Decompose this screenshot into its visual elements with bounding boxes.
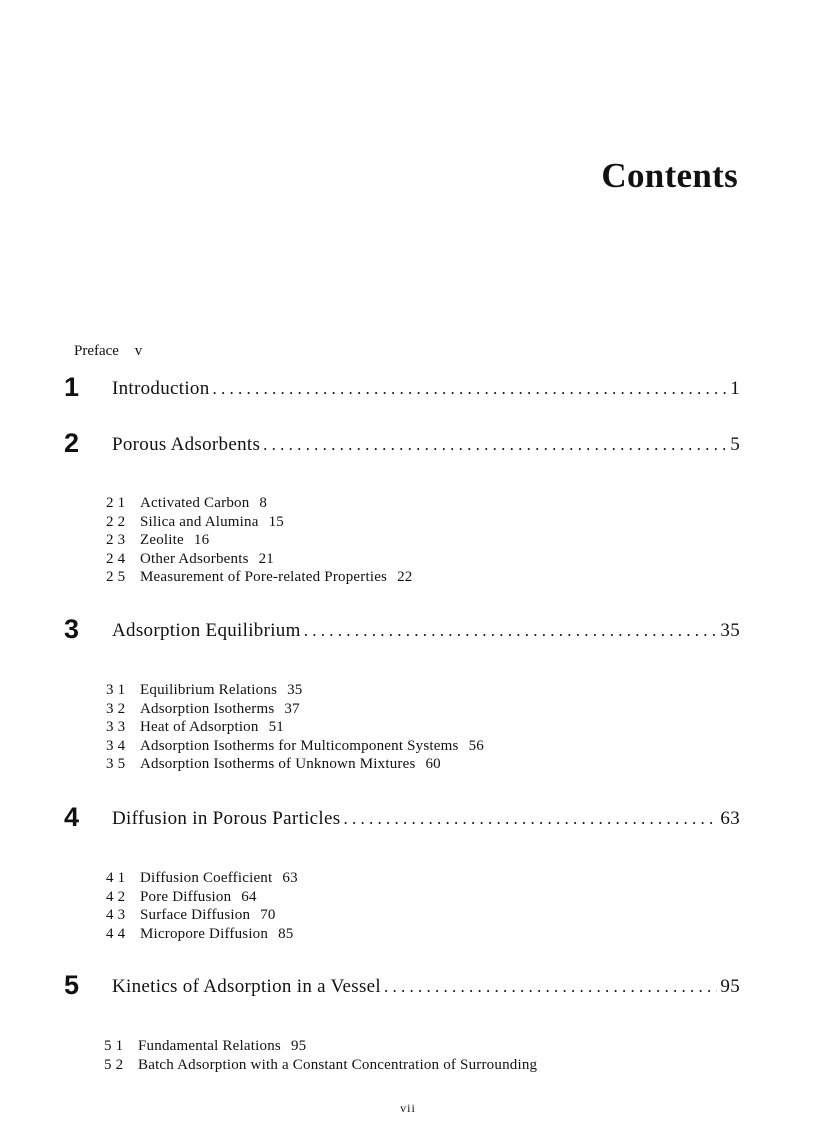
section-list-ch5	[104, 1037, 547, 1074]
preface-page: v	[134, 343, 143, 359]
section-page: 63	[282, 870, 298, 886]
chapter-number: 3	[64, 614, 80, 644]
section-page: 85	[278, 925, 294, 942]
section-title: Zeolite	[140, 532, 184, 548]
section-title: Silica and Alumina	[140, 513, 259, 530]
section-title: Adsorption Isotherms of Unknown Mixtures	[140, 756, 416, 772]
section-number: 5 2	[104, 1056, 124, 1073]
chapter-page: 5	[730, 434, 740, 455]
section-number: 3 1	[106, 682, 126, 698]
section-entry	[106, 531, 413, 550]
chapter-entry-1	[64, 372, 740, 408]
section-entry	[104, 1056, 547, 1075]
chapter-page: 63	[720, 808, 740, 829]
section-number: 5 1	[104, 1038, 124, 1054]
section-page: 70	[260, 907, 276, 923]
section-entry	[106, 888, 298, 907]
section-entry	[106, 681, 484, 700]
dot-leader	[263, 435, 727, 455]
section-page: 35	[287, 682, 303, 698]
section-title: Adsorption Isotherms	[140, 700, 275, 717]
preface-entry	[74, 343, 142, 360]
section-entry	[106, 700, 484, 719]
section-entry	[106, 906, 298, 925]
section-list-ch2	[106, 494, 413, 587]
section-title: Diffusion Coefficient	[140, 870, 273, 886]
section-title: Activated Carbon	[140, 495, 250, 511]
section-entry	[106, 755, 484, 774]
section-number: 2 5	[106, 569, 126, 585]
section-page: 95	[290, 1038, 307, 1054]
section-number: 2 2	[106, 513, 126, 530]
section-number: 2 1	[106, 495, 126, 511]
section-page: 15	[268, 513, 284, 530]
section-number: 3 2	[106, 700, 126, 717]
section-title: Adsorption Isotherms for Multicomponent Systems	[140, 737, 459, 754]
section-title: Surface Diffusion	[140, 907, 251, 923]
section-title: Pore Diffusion	[140, 888, 232, 905]
section-number: 4 4	[106, 925, 126, 942]
section-title: Equilibrium Relations	[140, 682, 278, 698]
chapter-title: Kinetics of Adsorption in a Vessel	[112, 976, 381, 997]
chapter-entry-3	[64, 614, 740, 650]
section-title: Fundamental Relations	[138, 1038, 281, 1054]
section-number: 4 3	[106, 907, 126, 923]
chapter-page: 95	[720, 976, 740, 997]
section-page: 51	[268, 719, 284, 735]
section-entry	[106, 568, 413, 587]
section-title: Heat of Adsorption	[140, 719, 259, 735]
section-number: 3 5	[106, 756, 126, 772]
section-entry	[106, 494, 413, 513]
chapter-entry-5	[64, 970, 740, 1006]
section-page: 22	[397, 569, 413, 585]
chapter-number: 1	[64, 372, 80, 402]
section-page: 8	[259, 495, 268, 511]
chapter-number: 5	[64, 970, 80, 1000]
section-page: 64	[241, 888, 257, 905]
dot-leader	[384, 977, 717, 997]
dot-leader	[343, 809, 717, 829]
section-number: 4 2	[106, 888, 126, 905]
section-entry	[104, 1037, 547, 1056]
chapter-page: 35	[720, 620, 740, 641]
page-title: Contents	[601, 156, 738, 195]
chapter-number: 2	[64, 428, 80, 458]
chapter-title: Adsorption Equilibrium	[112, 620, 301, 641]
dot-leader	[304, 621, 718, 641]
section-number: 2 3	[106, 532, 126, 548]
chapter-title: Porous Adsorbents	[112, 434, 261, 455]
chapter-page: 1	[730, 378, 740, 399]
chapter-entry-4	[64, 802, 740, 838]
dot-leader	[213, 379, 728, 399]
section-page: 37	[284, 700, 300, 717]
chapter-title: Introduction	[112, 378, 210, 399]
section-number: 3 4	[106, 737, 126, 754]
section-entry	[106, 550, 413, 569]
section-number: 2 4	[106, 550, 126, 567]
section-entry	[106, 737, 484, 756]
section-title: Other Adsorbents	[140, 550, 249, 567]
section-page: 21	[258, 550, 275, 567]
section-page: 60	[425, 756, 441, 772]
page-number: vii	[400, 1101, 416, 1115]
section-entry	[106, 925, 298, 944]
chapter-number: 4	[64, 802, 80, 832]
section-entry	[106, 718, 484, 737]
section-list-ch4	[106, 869, 298, 943]
section-entry	[106, 513, 413, 532]
chapter-entry-2	[64, 428, 740, 464]
preface-label: Preface	[74, 343, 119, 359]
section-title: Measurement of Pore-related Properties	[140, 569, 388, 585]
section-page: 56	[468, 737, 484, 754]
chapter-title: Diffusion in Porous Particles	[112, 808, 341, 829]
section-title: Batch Adsorption with a Constant Concentration of Surrounding	[138, 1056, 538, 1073]
section-page: 16	[193, 532, 210, 548]
section-title: Micropore Diffusion	[140, 925, 269, 942]
section-list-ch3	[106, 681, 484, 774]
section-entry	[106, 869, 298, 888]
section-number: 3 3	[106, 719, 126, 735]
section-number: 4 1	[106, 870, 126, 886]
